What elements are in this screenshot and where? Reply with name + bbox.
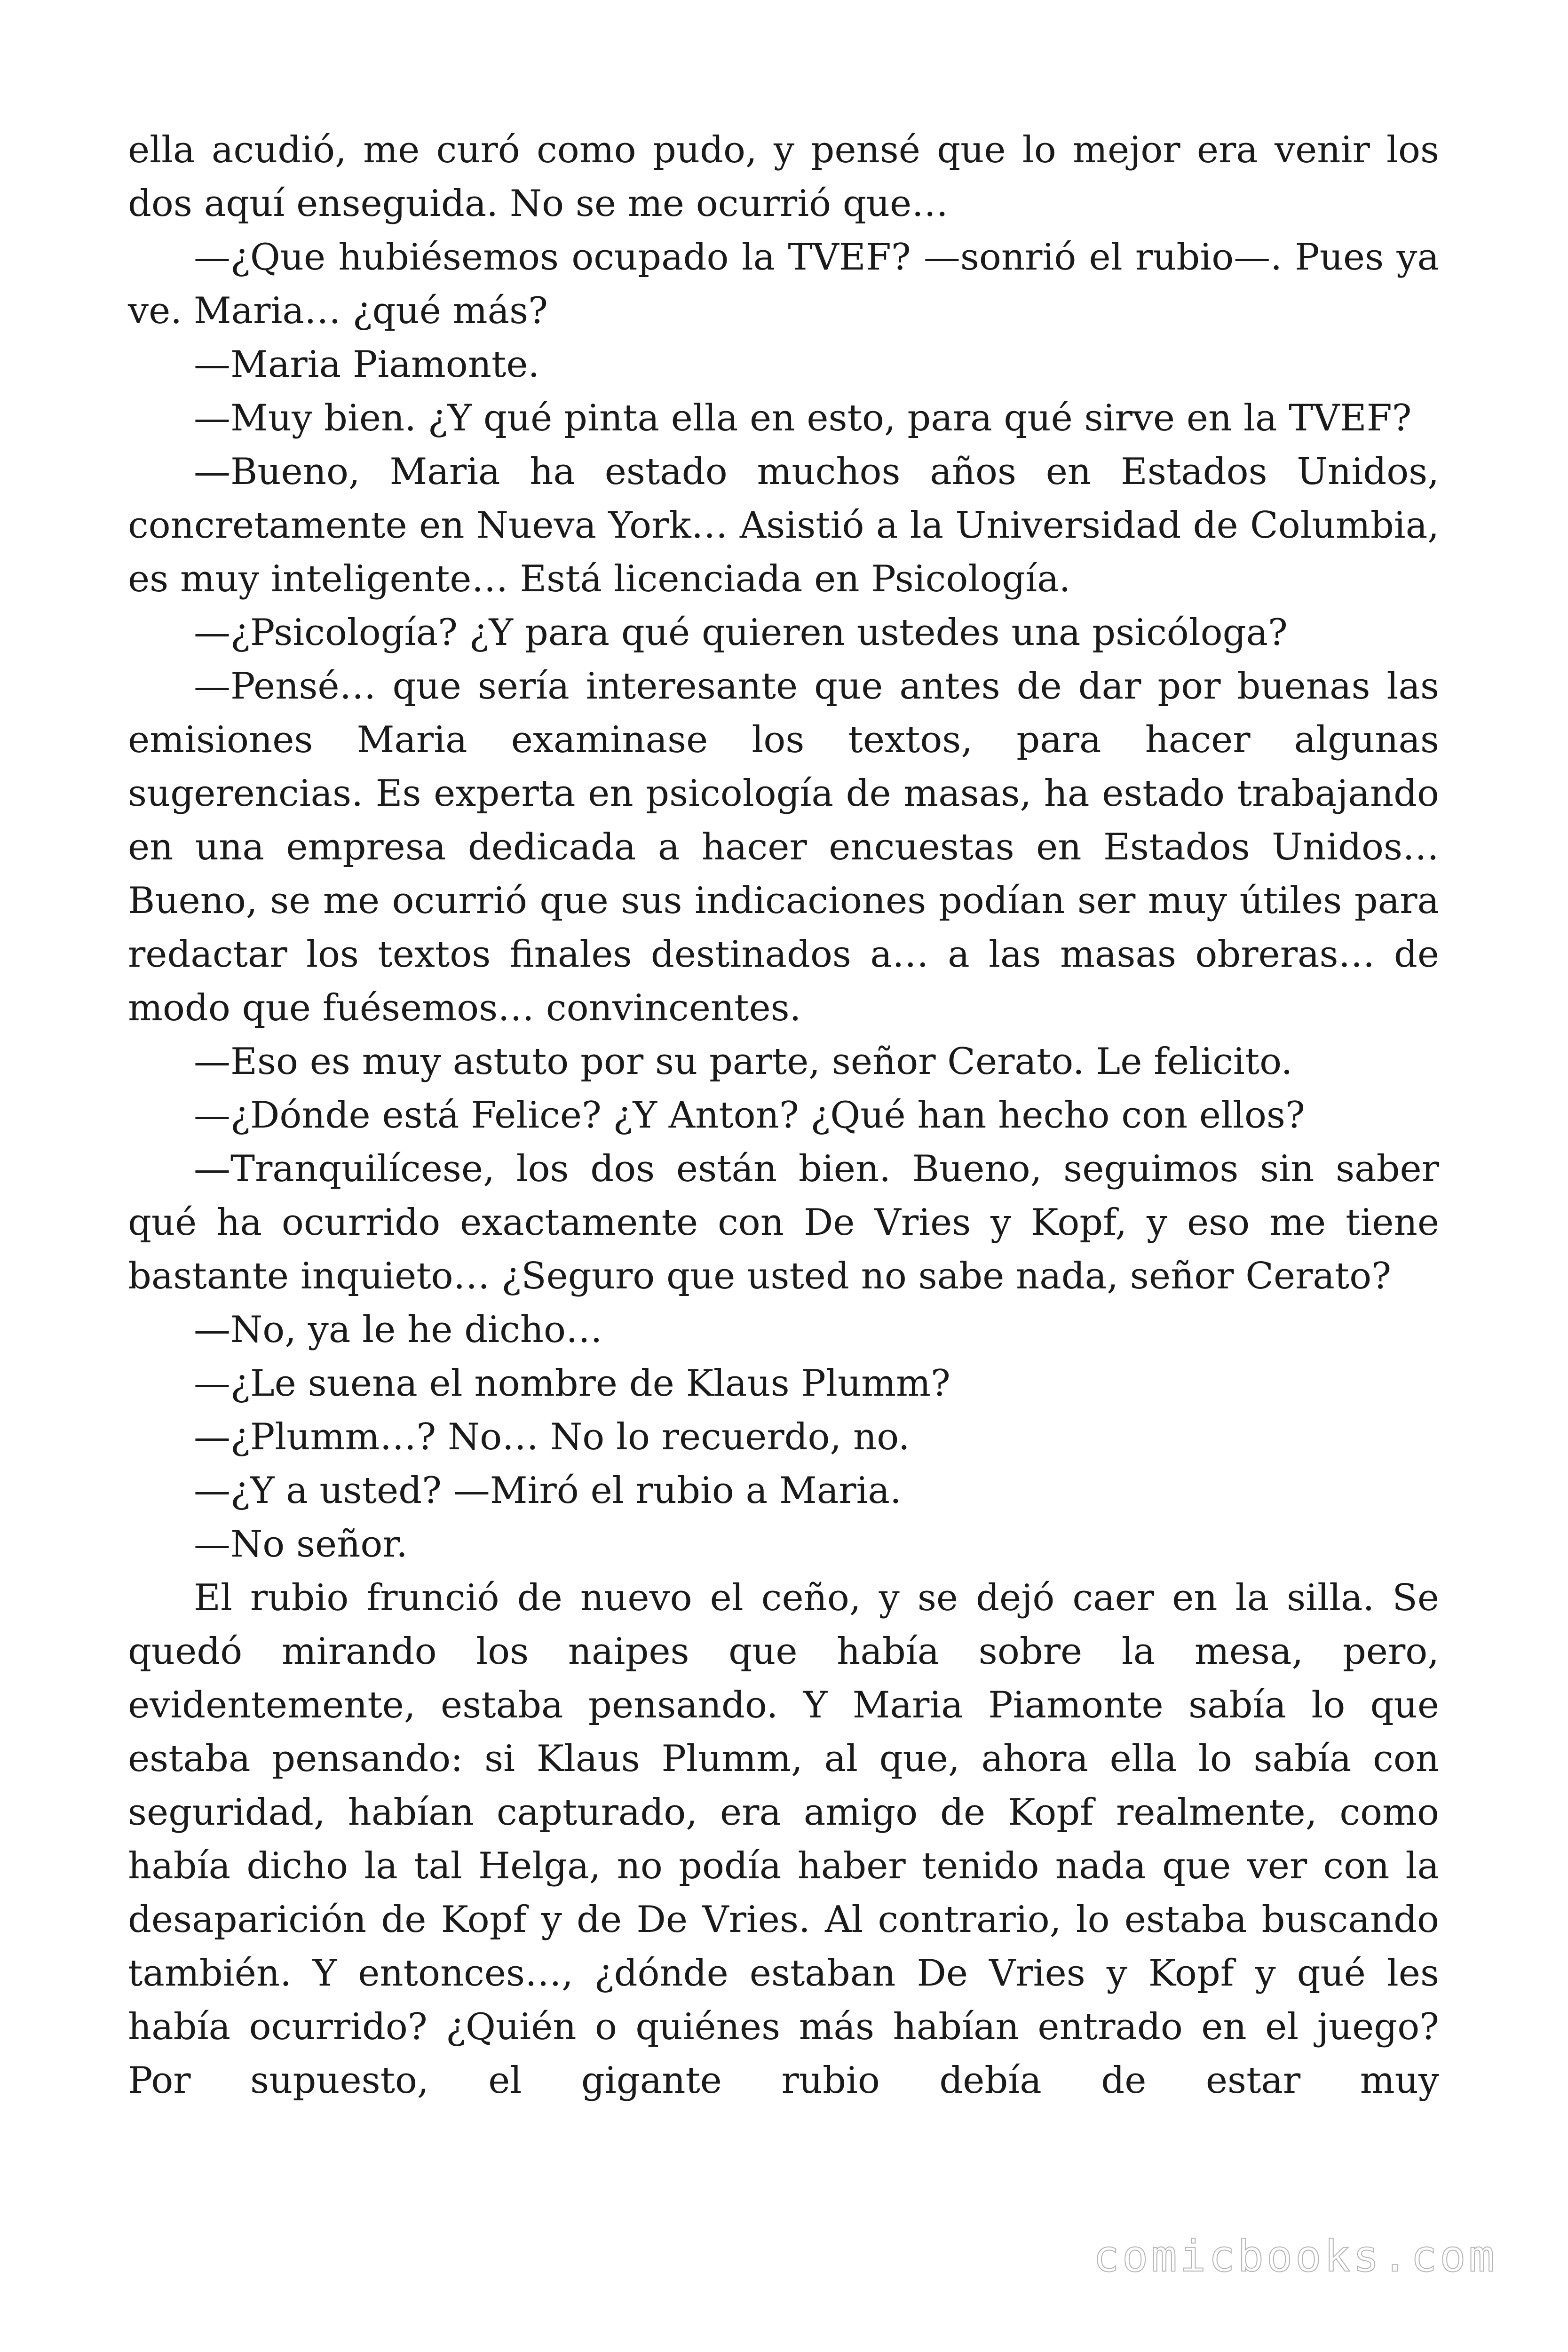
paragraph-8: —Eso es muy astuto por su parte, señor Cerato. Le felicito. [194, 1041, 1293, 1083]
paragraph-3: —Maria Piamonte. [194, 343, 540, 386]
paragraph-16: El rubio frunció de nuevo el ceño, y se dejó caer en la silla. Se quedó mirando los naipes que había sobre la mesa, pero, evidentemente, estaba pensando. Y Maria Piamonte sabía lo que estaba pensando: si Klaus Plumm, al que, ahora ella lo sabía con seguridad, habían capturado, era amigo de Kopf realmente, como había dicho la tal Helga, no podía haber tenido nada que ver con la desaparición de Kopf y de De Vries. Al contrario, lo estaba buscando también. Y entonces…, ¿dónde estaban De Vries y Kopf y qué les había ocurrido? ¿Quién o quiénes más habían entrado en el juego? Por supuesto, el gigante rubio debía de estar muy [128, 1577, 1439, 2102]
paragraph-10: —Tranquilícese, los dos están bien. Bueno, seguimos sin saber qué ha ocurrido exactamente con De Vries y Kopf, y eso me tiene bastante inquieto… ¿Seguro que usted no sabe nada, señor Cerato? [128, 1148, 1439, 1297]
paragraph-1: ella acudió, me curó como pudo, y pensé que lo mejor era venir los dos aquí enseguida. No se me ocurrió que… [128, 129, 1439, 225]
paragraph-4: —Muy bien. ¿Y qué pinta ella en esto, para qué sirve en la TVEF? [194, 397, 1412, 439]
paragraph-5: —Bueno, Maria ha estado muchos años en Estados Unidos, concretamente en Nueva York… Asistió a la Universidad de Columbia, es muy inteligente… Está licenciada en Psicología. [128, 451, 1439, 600]
paragraph-11: —No, ya le he dicho… [194, 1309, 603, 1351]
paragraph-7: —Pensé… que sería interesante que antes de dar por buenas las emisiones Maria examinase los textos, para hacer algunas sugerencias. Es experta en psicología de masas, ha estado trabajando en una empresa dedicada a hacer encuestas en Estados Unidos… Bueno, se me ocurrió que sus indicaciones podían ser muy útiles para redactar los textos finales destinados a… a las masas obreras… de modo que fuésemos… convincentes. [128, 665, 1439, 1029]
paragraph-14: —¿Y a usted? —Miró el rubio a Maria. [194, 1470, 902, 1512]
paragraph-15: —No señor. [194, 1523, 408, 1565]
paragraph-13: —¿Plumm…? No… No lo recuerdo, no. [194, 1416, 910, 1458]
paragraph-6: —¿Psicología? ¿Y para qué quieren ustedes una psicóloga? [194, 612, 1288, 654]
watermark-logo: comicbooks.com [1093, 2231, 1497, 2281]
paragraph-12: —¿Le suena el nombre de Klaus Plumm? [194, 1362, 950, 1405]
paragraph-2: —¿Que hubiésemos ocupado la TVEF? —sonrió el rubio—. Pues ya ve. Maria… ¿qué más? [128, 236, 1439, 332]
paragraph-9: —¿Dónde está Felice? ¿Y Anton? ¿Qué han hecho con ellos? [194, 1094, 1305, 1136]
page-text [128, 123, 1439, 2107]
